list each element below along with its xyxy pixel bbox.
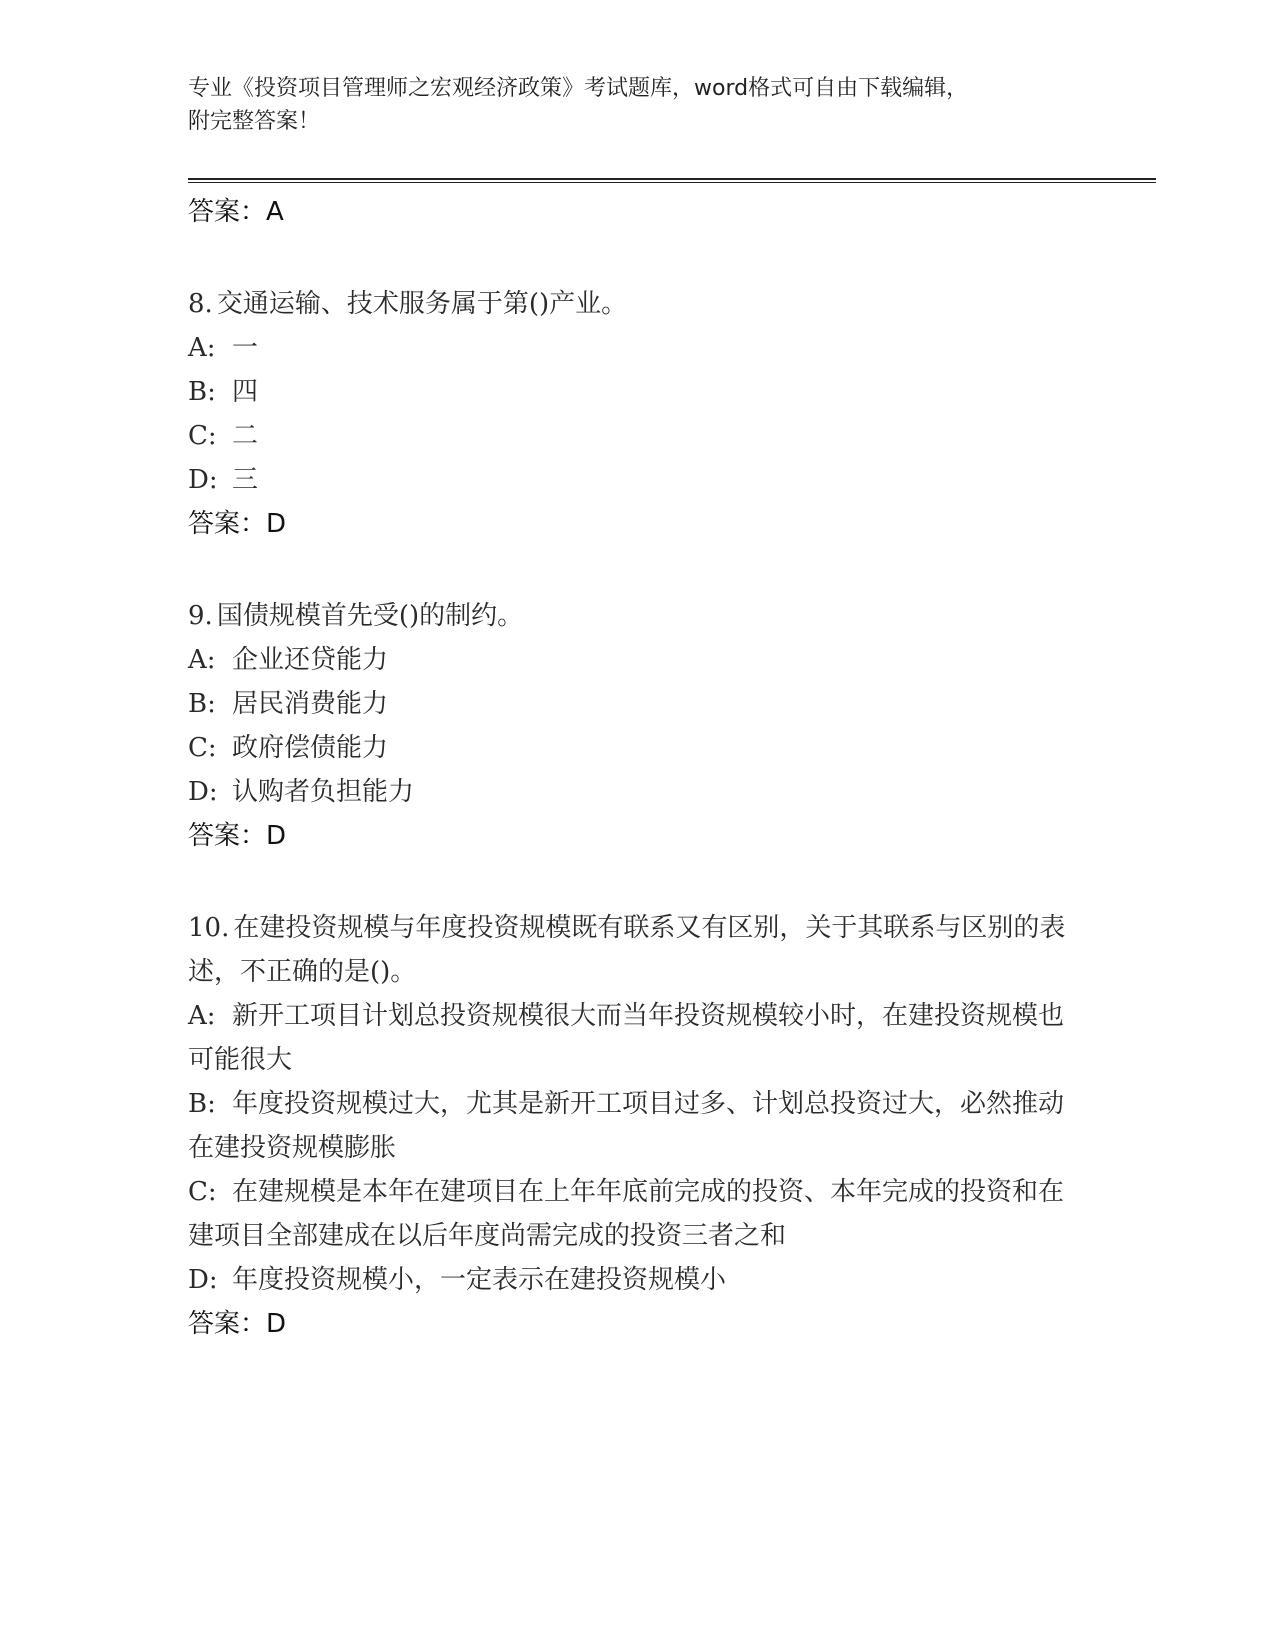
question-text: 在建投资规模与年度投资规模既有联系又有区别，关于其联系与区别的表述，不正确的是()。 <box>188 913 1066 987</box>
option-text: 二 <box>232 421 259 451</box>
option-key: C: <box>188 421 217 451</box>
previous-answer: 答案：A <box>188 197 284 227</box>
question-10 <box>188 906 1088 1346</box>
option-key: C: <box>188 733 217 763</box>
question-9 <box>188 594 1088 858</box>
option-key: D: <box>188 1265 218 1295</box>
option-a <box>188 326 1088 370</box>
option-text: 政府偿债能力 <box>232 733 389 763</box>
option-d <box>188 770 1088 814</box>
answer-line: 答案：D <box>188 821 287 851</box>
question-stem <box>188 282 1088 326</box>
header-line-1: 专业《投资项目管理师之宏观经济政策》考试题库，word格式可自由下载编辑， <box>188 76 969 101</box>
option-key: D: <box>188 777 218 807</box>
option-key: B: <box>188 1089 216 1119</box>
option-c <box>188 414 1088 458</box>
option-key: A: <box>188 1001 216 1031</box>
option-text: 三 <box>232 465 259 495</box>
document-header <box>188 72 1088 138</box>
option-b <box>188 1082 1088 1170</box>
option-key: A: <box>188 645 216 675</box>
option-b <box>188 370 1088 414</box>
option-text: 四 <box>232 377 259 407</box>
option-c <box>188 726 1088 770</box>
question-list <box>188 190 1088 1346</box>
option-text: 新开工项目计划总投资规模很大而当年投资规模较小时，在建投资规模也可能很大 <box>188 1001 1065 1075</box>
option-key: C: <box>188 1177 217 1207</box>
question-8 <box>188 282 1088 546</box>
header-line-2: 附完整答案！ <box>188 109 321 134</box>
answer-line: 答案：D <box>188 509 287 539</box>
question-text: 国债规模首先受()的制约。 <box>216 601 524 631</box>
option-text: 年度投资规模过大，尤其是新开工项目过多、计划总投资过大，必然推动在建投资规模膨胀 <box>188 1089 1065 1163</box>
option-a <box>188 994 1088 1082</box>
option-key: B: <box>188 377 216 407</box>
option-text: 认购者负担能力 <box>232 777 415 807</box>
option-b <box>188 682 1088 726</box>
question-number: 9. <box>188 601 213 631</box>
question-stem <box>188 594 1088 638</box>
question-stem <box>188 906 1088 994</box>
option-key: B: <box>188 689 216 719</box>
option-a <box>188 638 1088 682</box>
question-number: 10. <box>188 913 230 943</box>
option-key: D: <box>188 465 218 495</box>
option-d <box>188 1258 1088 1302</box>
question-text: 交通运输、技术服务属于第()产业。 <box>216 289 628 319</box>
question-number: 8. <box>188 289 213 319</box>
header-divider <box>188 178 1156 183</box>
answer-line: 答案：D <box>188 1309 287 1339</box>
option-key: A: <box>188 333 216 363</box>
option-text: 一 <box>232 333 259 363</box>
option-text: 在建规模是本年在建项目在上年年底前完成的投资、本年完成的投资和在建项目全部建成在以后年度尚需完成的投资三者之和 <box>188 1177 1065 1251</box>
option-text: 企业还贷能力 <box>232 645 389 675</box>
option-text: 居民消费能力 <box>232 689 389 719</box>
option-text: 年度投资规模小，一定表示在建投资规模小 <box>232 1265 727 1295</box>
option-d <box>188 458 1088 502</box>
option-c <box>188 1170 1088 1258</box>
